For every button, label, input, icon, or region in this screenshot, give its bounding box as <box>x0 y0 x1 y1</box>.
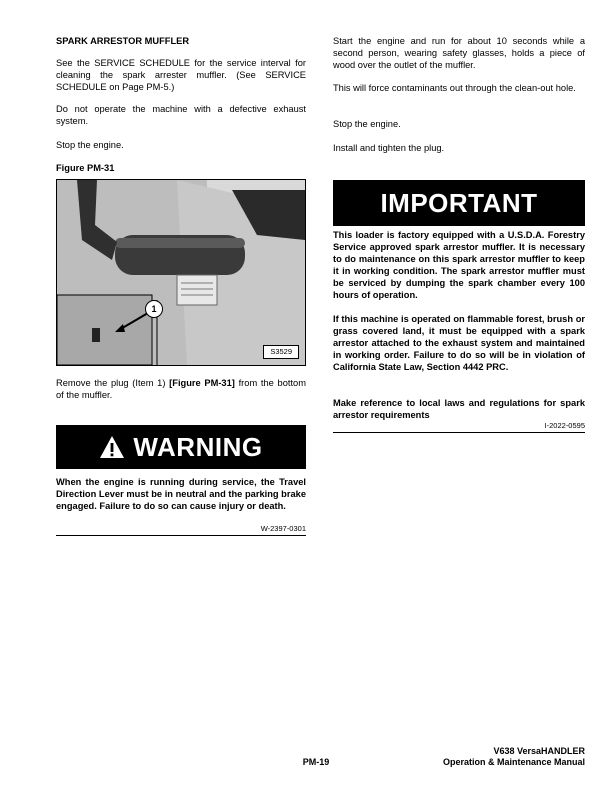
section-heading: SPARK ARRESTOR MUFFLER <box>56 36 190 46</box>
item-1-callout: 1 <box>145 300 163 318</box>
important-body-2: If this machine is operated on flammable forest, brush or grass covered land, it must be equipped with a spark arrestor attached to the exhaust system and maintained in working order. Failure to do so will be in violation of California State Law, Section 4442 PRC. <box>333 314 585 372</box>
service-interval-paragraph: See the SERVICE SCHEDULE for the service interval for cleaning the spark arrester muffler. (See SERVICE SCHEDULE on Page PM-5.) <box>56 58 306 92</box>
important-title: IMPORTANT <box>380 187 538 218</box>
muffler-photo <box>56 179 306 366</box>
important-body-1: This loader is factory equipped with a U.S.D.A. Forestry Service approved spark arrestor muffler. It is necessary to do maintenance on this spark arrestor muffler to keep it in working condition. The spark arrestor muffler must be serviced by dumping the spark chamber every 100 hours of operation. <box>333 230 585 300</box>
page-number: PM-19 <box>302 757 330 767</box>
manual-name: Operation & Maintenance Manual <box>442 757 585 767</box>
figure-code: S3529 <box>263 345 299 359</box>
remove-plug-text-end: from the bottom of the muffler. <box>56 378 306 400</box>
warning-rule <box>56 535 306 536</box>
remove-plug-paragraph <box>56 377 306 401</box>
figure-title: Figure PM-31 <box>56 163 115 173</box>
important-code: I-2022-0595 <box>544 421 585 430</box>
stop-engine-paragraph-2: Stop the engine. <box>333 119 401 129</box>
warning-body: When the engine is running during service, the Travel Direction Lever must be in neutral and the parking brake engaged. Failure to do so can cause injury or death. <box>56 477 306 511</box>
clean-out-paragraph: This will force contaminants out through the clean-out hole. <box>333 83 576 93</box>
remove-plug-text: Remove the plug (Item 1) <box>56 378 170 388</box>
important-rule <box>333 432 585 433</box>
important-banner <box>333 180 585 226</box>
model-name: V638 VersaHANDLER <box>493 746 585 756</box>
important-body-3: Make reference to local laws and regulations for spark arrestor requirements <box>333 398 585 420</box>
warning-banner <box>56 425 306 469</box>
warning-title: WARNING <box>133 431 263 462</box>
run-engine-paragraph: Start the engine and run for about 10 seconds while a second person, wearing safety glasses, holds a piece of wood over the outlet of the muffler. <box>333 36 585 70</box>
defective-exhaust-paragraph: Do not operate the machine with a defective exhaust system. <box>56 104 306 126</box>
muffler-illustration <box>57 180 305 365</box>
stop-engine-paragraph: Stop the engine. <box>56 140 124 150</box>
warning-triangle-icon <box>99 435 125 459</box>
install-plug-paragraph: Install and tighten the plug. <box>333 143 445 153</box>
warning-code: W-2397-0301 <box>260 524 306 533</box>
figure-reference: [Figure PM-31] <box>169 378 235 388</box>
